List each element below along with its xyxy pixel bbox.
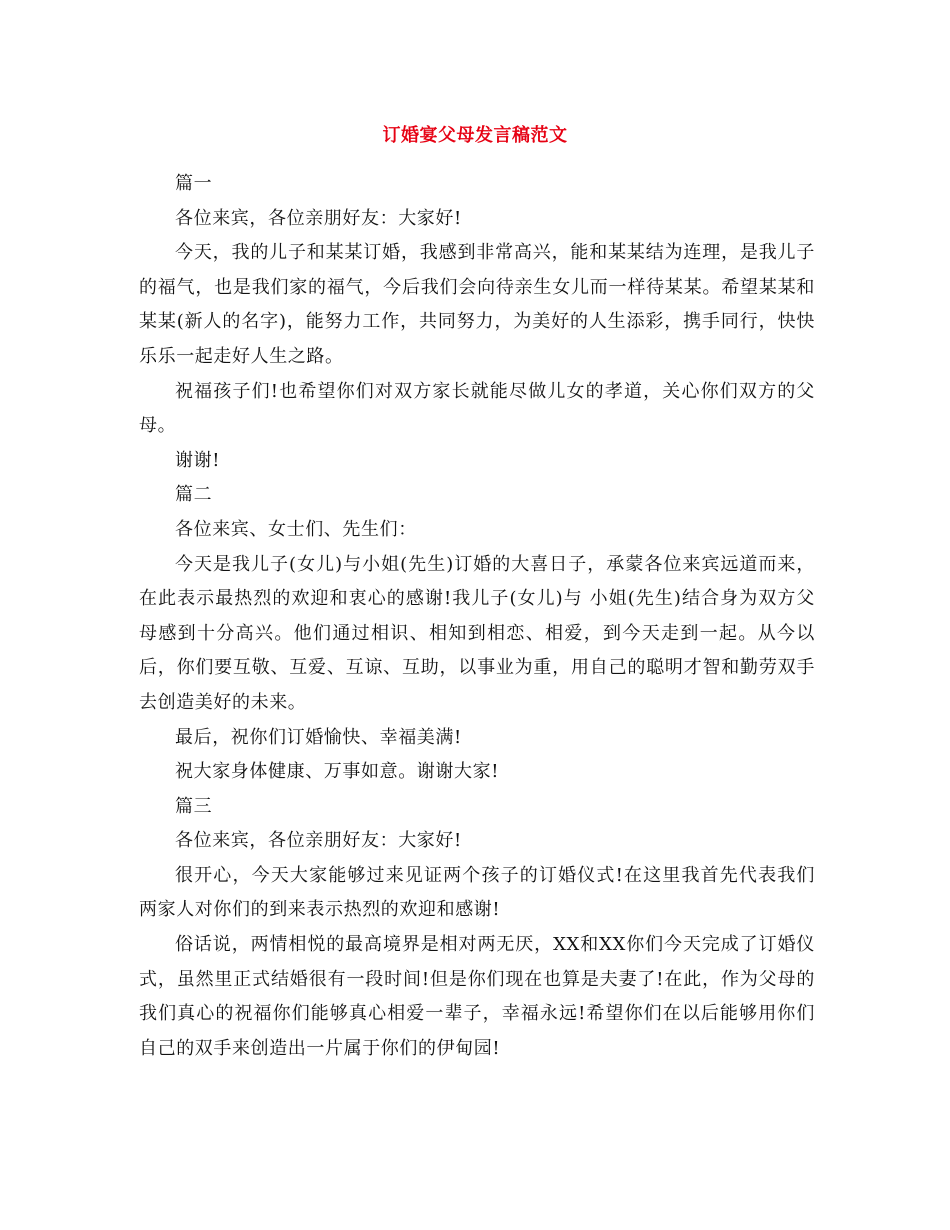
greeting-paragraph: 各位来宾，各位亲朋好友：大家好! — [175, 207, 462, 229]
body-paragraph: 祝福孩子们!也希望你们对双方家长就能尽做儿女的孝道，关心你们双方的父母。 — [139, 380, 815, 437]
closing-paragraph: 谢谢! — [175, 449, 221, 471]
section-heading-2: 篇二 — [175, 484, 213, 506]
greeting-paragraph: 各位来宾、女士们、先生们： — [175, 518, 417, 540]
document-body — [139, 167, 815, 1066]
closing-paragraph: 祝大家身体健康、万事如意。谢谢大家! — [175, 761, 500, 783]
document-title: 订婚宴父母发言稿范文 — [382, 125, 568, 146]
section-heading-1: 篇一 — [175, 173, 213, 194]
greeting-paragraph: 各位来宾，各位亲朋好友：大家好! — [175, 830, 462, 852]
section-heading-3: 篇三 — [175, 795, 213, 817]
body-paragraph: 今天是我儿子(女儿)与小姐(先生)订婚的大喜日子，承蒙各位来宾远道而来，在此表示最热烈的欢迎和衷心的感谢!我儿子(女儿)与 小姐(先生)结合身为双方父母感到十分高兴。他们通过相识、相知到相恋、相爱，到今天走到一起。从今以后，你们要互敬、互爱、互谅、互助，以事业为重，用自己的聪明才智和勤劳双手去创造美好的未来。 — [139, 553, 815, 713]
body-paragraph: 俗话说，两情相悦的最高境界是相对两无厌，XX和XX你们今天完成了订婚仪式，虽然里正式结婚很有一段时间!但是你们现在也算是夫妻了!在此，作为父母的我们真心的祝福你们能够真心相爱一辈子，幸福永远!希望你们在以后能够用你们自己的双手来创造出一片属于你们的伊甸园! — [139, 934, 815, 1059]
body-paragraph: 很开心，今天大家能够过来见证两个孩子的订婚仪式!在这里我首先代表我们两家人对你们的到来表示热烈的欢迎和感谢! — [139, 864, 815, 921]
body-paragraph: 最后，祝你们订婚愉快、幸福美满! — [175, 726, 462, 748]
body-paragraph: 今天，我的儿子和某某订婚，我感到非常高兴，能和某某结为连理，是我儿子的福气，也是我们家的福气，今后我们会向待亲生女儿而一样待某某。希望某某和某某(新人的名字)，能努力工作，共同努力，为美好的人生添彩，携手同行，快快乐乐一起走好人生之路。 — [139, 242, 815, 367]
